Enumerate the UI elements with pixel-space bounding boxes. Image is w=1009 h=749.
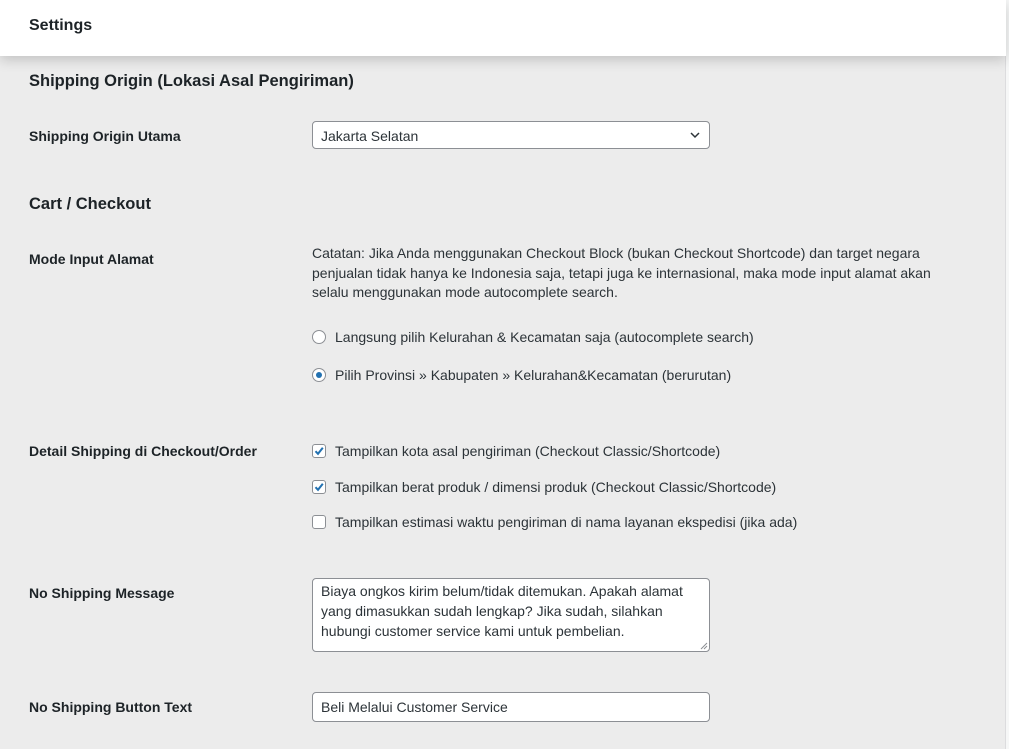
checkbox-checked[interactable] — [312, 444, 326, 458]
scrollbar-track[interactable] — [1005, 0, 1009, 749]
no-shipping-button-text-input[interactable] — [312, 692, 710, 722]
label-detail-shipping: Detail Shipping di Checkout/Order — [29, 443, 257, 459]
checkbox-checked[interactable] — [312, 480, 326, 494]
checkbox-option-weight-dimension[interactable] — [312, 479, 776, 495]
radio-button-selected[interactable] — [312, 368, 326, 382]
label-shipping-origin-utama: Shipping Origin Utama — [29, 128, 181, 144]
checkbox-option-delivery-estimate[interactable] — [312, 514, 797, 530]
no-shipping-button-text-value: Beli Melalui Customer Service — [321, 699, 508, 715]
section-title-shipping-origin: Shipping Origin (Lokasi Asal Pengiriman) — [29, 72, 354, 90]
section-title-cart-checkout: Cart / Checkout — [29, 195, 151, 213]
page-title: Settings — [29, 17, 93, 34]
checkbox-label: Tampilkan berat produk / dimensi produk (Checkout Classic/Shortcode) — [335, 479, 777, 495]
settings-content — [0, 56, 1006, 749]
checkbox-label: Tampilkan kota asal pengiriman (Checkout Classic/Shortcode) — [335, 443, 721, 459]
shipping-origin-selected-value: Jakarta Selatan — [321, 128, 419, 144]
radio-option-sequential[interactable] — [312, 367, 731, 383]
radio-option-autocomplete[interactable] — [312, 329, 754, 345]
label-mode-input-alamat: Mode Input Alamat — [29, 251, 154, 267]
checkmark-icon — [313, 445, 325, 457]
shipping-origin-select[interactable] — [312, 121, 710, 149]
chevron-down-icon — [689, 129, 701, 141]
label-no-shipping-button-text: No Shipping Button Text — [29, 699, 193, 715]
radio-label: Langsung pilih Kelurahan & Kecamatan saja (autocomplete search) — [335, 329, 754, 345]
radio-button[interactable] — [312, 330, 326, 344]
resize-handle-icon[interactable] — [700, 642, 708, 650]
checkbox-option-origin-city[interactable] — [312, 443, 720, 459]
checkbox-label: Tampilkan estimasi waktu pengiriman di nama layanan ekspedisi (jika ada) — [335, 514, 798, 530]
address-mode-note: Catatan: Jika Anda menggunakan Checkout Block (bukan Checkout Shortcode) dan target negara penjualan tidak hanya ke Indonesia saja, tetapi juga ke internasional, maka mode input alamat akan selalu menggunakan mode autocomplete search. — [312, 245, 931, 300]
top-bar — [0, 0, 1006, 56]
no-shipping-message-value: Biaya ongkos kirim belum/tidak ditemukan. Apakah alamat yang dimasukkan sudah lengkap? Jika sudah, silahkan hubungi customer service kami untuk pembelian. — [321, 583, 683, 639]
checkmark-icon — [313, 481, 325, 493]
no-shipping-message-textarea[interactable] — [312, 578, 710, 652]
checkbox-unchecked[interactable] — [312, 515, 326, 529]
label-no-shipping-message: No Shipping Message — [29, 585, 175, 601]
radio-label: Pilih Provinsi » Kabupaten » Kelurahan&Kecamatan (berurutan) — [335, 367, 732, 383]
